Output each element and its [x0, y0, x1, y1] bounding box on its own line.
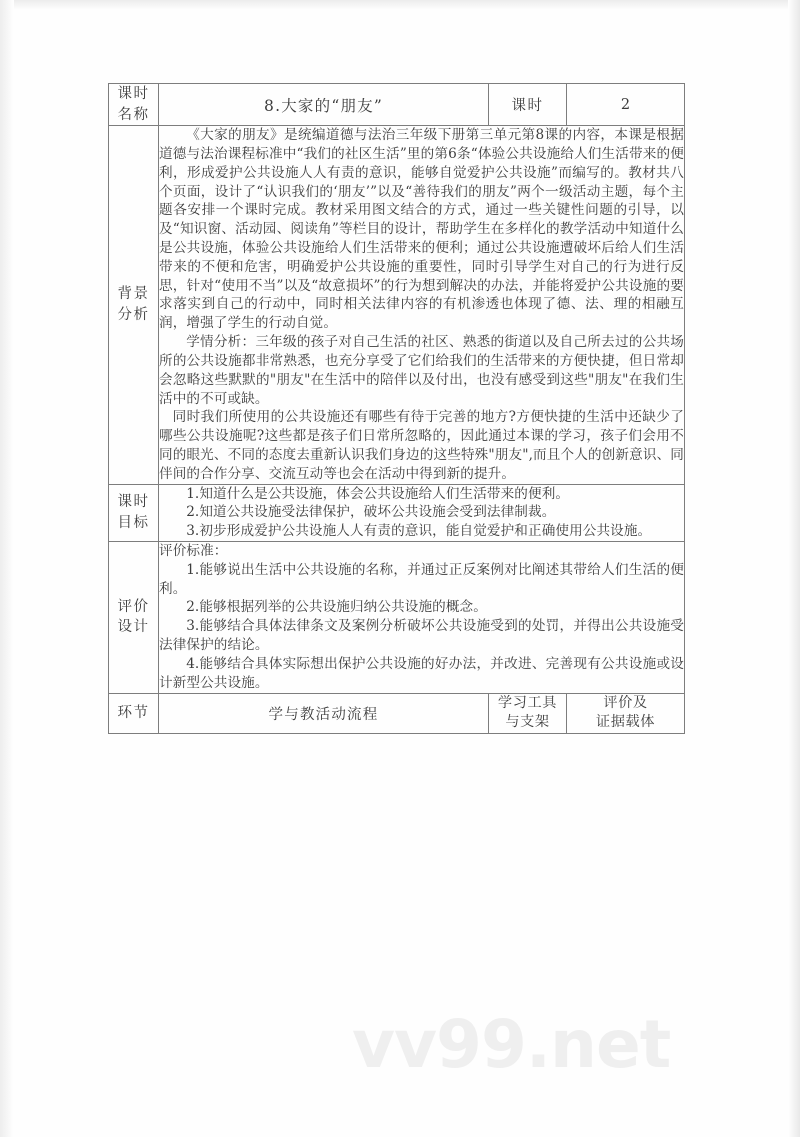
learning-tools-label-line2: 与支架 — [505, 714, 550, 731]
row-label-background-line2: 分析 — [117, 306, 150, 323]
background-paragraph: 学情分析：三年级的孩子对自己生活的社区、熟悉的街道以及自己所去过的公共场所的公共设施都非常熟悉，也充分享受了它们给我们的生活带来的方便快捷，但日常却会忽略这些默默的"朋友"在生活中的陪伴以及付出，也没有感受到这些"朋友"在我们生活中的不可或缺。 — [159, 334, 684, 407]
table-row-background-analysis — [109, 126, 685, 484]
evaluation-item: 3.能够结合具体法律条文及案例分析破坏公共设施受到的处罚，并得出公共设施受法律保护的结论。 — [159, 618, 684, 654]
evaluation-item: 2.能够根据列举的公共设施归纳公共设施的概念。 — [186, 599, 487, 616]
flow-stage-label: 环节 — [109, 693, 159, 734]
period-label: 课时 — [489, 84, 567, 126]
table-row-flow-header — [109, 693, 685, 734]
table-row-objectives — [109, 484, 685, 541]
objective-item: 1.知道什么是公共设施，体会公共设施给人们生活带来的便利。 — [186, 485, 570, 502]
objectives-content — [159, 484, 685, 541]
background-analysis-content — [159, 126, 685, 484]
row-label-objectives — [109, 484, 159, 541]
row-label-background-line1: 背景 — [117, 286, 150, 303]
evaluation-design-content — [159, 542, 685, 694]
lesson-plan-table — [108, 83, 685, 734]
evaluation-evidence-label-line1: 评价及 — [603, 694, 648, 711]
evaluation-evidence-label — [567, 693, 685, 734]
background-paragraph: 《大家的朋友》是统编道德与法治三年级下册第三单元第8课的内容，本课是根据道德与法治课程标准中“我们的社区生活”里的第6条“体验公共设施给人们生活带来的便利，形成爱护公共设施人人有责的意识，能够自觉爱护公共设施”而编写的。教材共八个页面，设计了“认识我们的‘朋友’”以及“善待我们的朋友”两个一级活动主题，每个主题各安排一个课时完成。教材采用图文结合的方式，通过一些关键性问题的引导，以及“知识窗、活动园、阅读角”等栏目的设计，帮助学生在多样化的教学活动中知道什么是公共设施，体验公共设施给人们生活带来的便利；通过公共设施遭破坏后给人们生活带来的不便和危害，明确爱护公共设施的重要性，同时引导学生对自己的行为进行反思，针对“使用不当”以及“故意损坏”的行为想到解决的办法，并能将爱护公共设施的要求落实到自己的行动中，同时相关法律内容的有机渗透也体现了德、法、理的相融互润，增强了学生的行动自觉。 — [159, 127, 684, 332]
row-label-background — [109, 126, 159, 484]
row-label-lesson-name — [109, 84, 159, 126]
table-row-evaluation-design — [109, 542, 685, 694]
row-label-evaluation-line2: 设计 — [117, 619, 150, 636]
objective-item: 3.初步形成爱护公共设施人人有责的意识，能自觉爱护和正确使用公共设施。 — [186, 523, 652, 540]
site-watermark: vv99.net — [352, 1006, 671, 1083]
learning-tools-label — [489, 693, 567, 734]
table-row-lesson-title — [109, 84, 685, 126]
evaluation-evidence-label-line2: 证据载体 — [595, 714, 656, 731]
evaluation-item: 1.能够说出生活中公共设施的名称，并通过正反案例对比阐述其带给人们生活的便利。 — [159, 561, 684, 597]
lesson-title-value: 8.大家的“朋友” — [159, 84, 489, 126]
scan-edge-right — [788, 0, 800, 1137]
evaluation-heading: 评价标准： — [159, 543, 228, 560]
row-label-objectives-line2: 目标 — [117, 514, 150, 531]
row-label-objectives-line1: 课时 — [117, 494, 150, 511]
row-label-evaluation-line1: 评价 — [117, 598, 150, 615]
objective-item: 2.知道公共设施受法律保护，破坏公共设施会受到法律制裁。 — [186, 504, 556, 521]
scan-edge-top — [0, 0, 800, 10]
evaluation-item: 4.能够结合具体实际想出保护公共设施的好办法，并改进、完善现有公共设施或设计新型公共设施。 — [159, 655, 684, 691]
scan-edge-left — [0, 0, 14, 1137]
background-paragraph: 同时我们所使用的公共设施还有哪些有待于完善的地方?方便快捷的生活中还缺少了哪些公共设施呢?这些都是孩子们日常所忽略的，因此通过本课的学习，孩子们会用不同的眼光、不同的态度去重新认识我们身边的这些特殊"朋友",而且个人的创新意识、同伴间的合作分享、交流互动等也会在活动中得到新的提升。 — [159, 409, 684, 482]
flow-title-label: 学与教活动流程 — [159, 693, 489, 734]
period-value: 2 — [567, 84, 685, 126]
row-label-lesson-name-line1: 课时 — [117, 86, 150, 102]
row-label-evaluation — [109, 542, 159, 694]
row-label-lesson-name-line2: 名称 — [117, 106, 150, 123]
learning-tools-label-line1: 学习工具 — [497, 694, 558, 711]
